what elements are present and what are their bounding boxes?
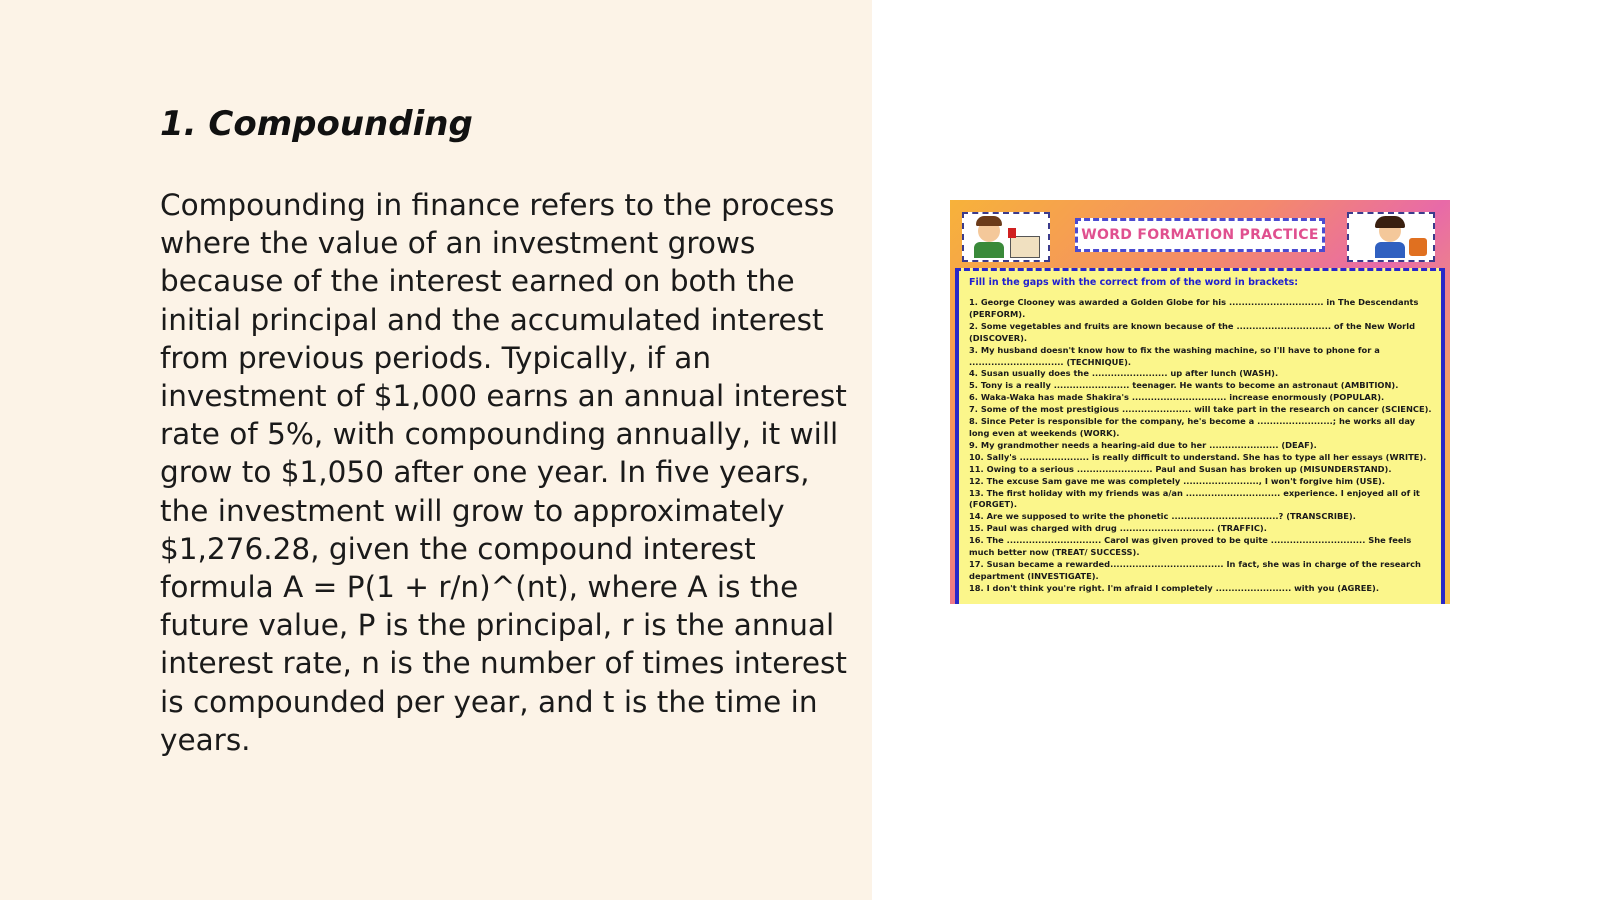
worksheet-item: 8. Since Peter is responsible for the company, he's become a ........................; he works all day long even at weekends (WORK). (969, 416, 1416, 438)
slide-heading: 1. Compounding (160, 104, 473, 144)
worksheet-item: 4. Susan usually does the ........................ up after lunch (WASH). (969, 368, 1279, 379)
worksheet-header (950, 200, 1450, 268)
worksheet-item: 7. Some of the most prestigious ...................... will take part in the research on cancer (SCIENCE). (969, 404, 1432, 415)
worksheet-image (950, 200, 1450, 604)
worksheet-item-list (969, 297, 1433, 595)
worksheet-item: 12. The excuse Sam gave me was completely ........................, I won't forgive him (USE). (969, 475, 1385, 486)
worksheet-item: 2. Some vegetables and fruits are known because of the .............................. of the New World (DISCOVER). (969, 320, 1416, 343)
worksheet-item: 10. Sally's ...................... is really difficult to understand. She has to type all her essays (WRITE). (969, 451, 1427, 462)
girl-cartoon-icon (1347, 212, 1435, 262)
worksheet-item: 1. George Clooney was awarded a Golden Globe for his .............................. in The Descendants (PERFORM). (969, 297, 1419, 319)
worksheet-title-box (1075, 218, 1325, 252)
worksheet-item: 15. Paul was charged with drug .............................. (TRAFFIC). (969, 523, 1267, 534)
worksheet-item: 5. Tony is a really ........................ teenager. He wants to become an astronaut (AMBITION). (969, 380, 1399, 391)
worksheet-item: 18. I don't think you're right. I'm afraid I completely ........................ with you (AGREE). (969, 582, 1379, 593)
worksheet-item: 13. The first holiday with my friends was a/an .............................. experience. I enjoyed all of it (FORGET). (969, 487, 1420, 510)
worksheet-title: WORD FORMATION PRACTICE (1081, 227, 1319, 243)
worksheet-item: 6. Waka-Waka has made Shakira's .............................. increase enormously (POPULAR). (969, 392, 1385, 403)
worksheet-item: 3. My husband doesn't know how to fix the washing machine, so I'll have to phone for a .............................. (TECHNIQUE). (969, 344, 1380, 367)
worksheet-item: 14. Are we supposed to write the phonetic ..................................? (TRANSCRIBE). (969, 511, 1356, 522)
worksheet-instruction: Fill in the gaps with the correct from of the word in brackets: (969, 277, 1299, 288)
worksheet-sheet (955, 268, 1445, 604)
worksheet-item: 16. The .............................. Carol was given proved to be quite .............................. She feels much better now (TREAT/ SUCCESS). (969, 535, 1412, 558)
worksheet-item: 11. Owing to a serious ........................ Paul and Susan has broken up (MISUNDERSTAND). (969, 463, 1392, 474)
slide-body-text: Compounding in finance refers to the process where the value of an investment grows because of the interest earned on both the initial principal and the accumulated interest from previous periods. Typically, if an investment of $1,000 earns an annual interest rate of 5%, with compounding annually, it will grow to $1,050 after one year. In five years, the investment will grow to approximately $1,276.28, given the compound interest formula A = P(1 + r/n)^(nt), where A is the future value, P is the principal, r is the annual interest rate, n is the number of times interest is compounded per year, and t is the time in years. (160, 188, 847, 757)
worksheet-item: 17. Susan became a rewarded.................................... In fact, she was in charge of the research department (INVESTIGATE). (969, 558, 1421, 581)
boy-cartoon-icon (962, 212, 1050, 262)
worksheet-item: 9. My grandmother needs a hearing-aid due to her ...................... (DEAF). (969, 439, 1317, 450)
